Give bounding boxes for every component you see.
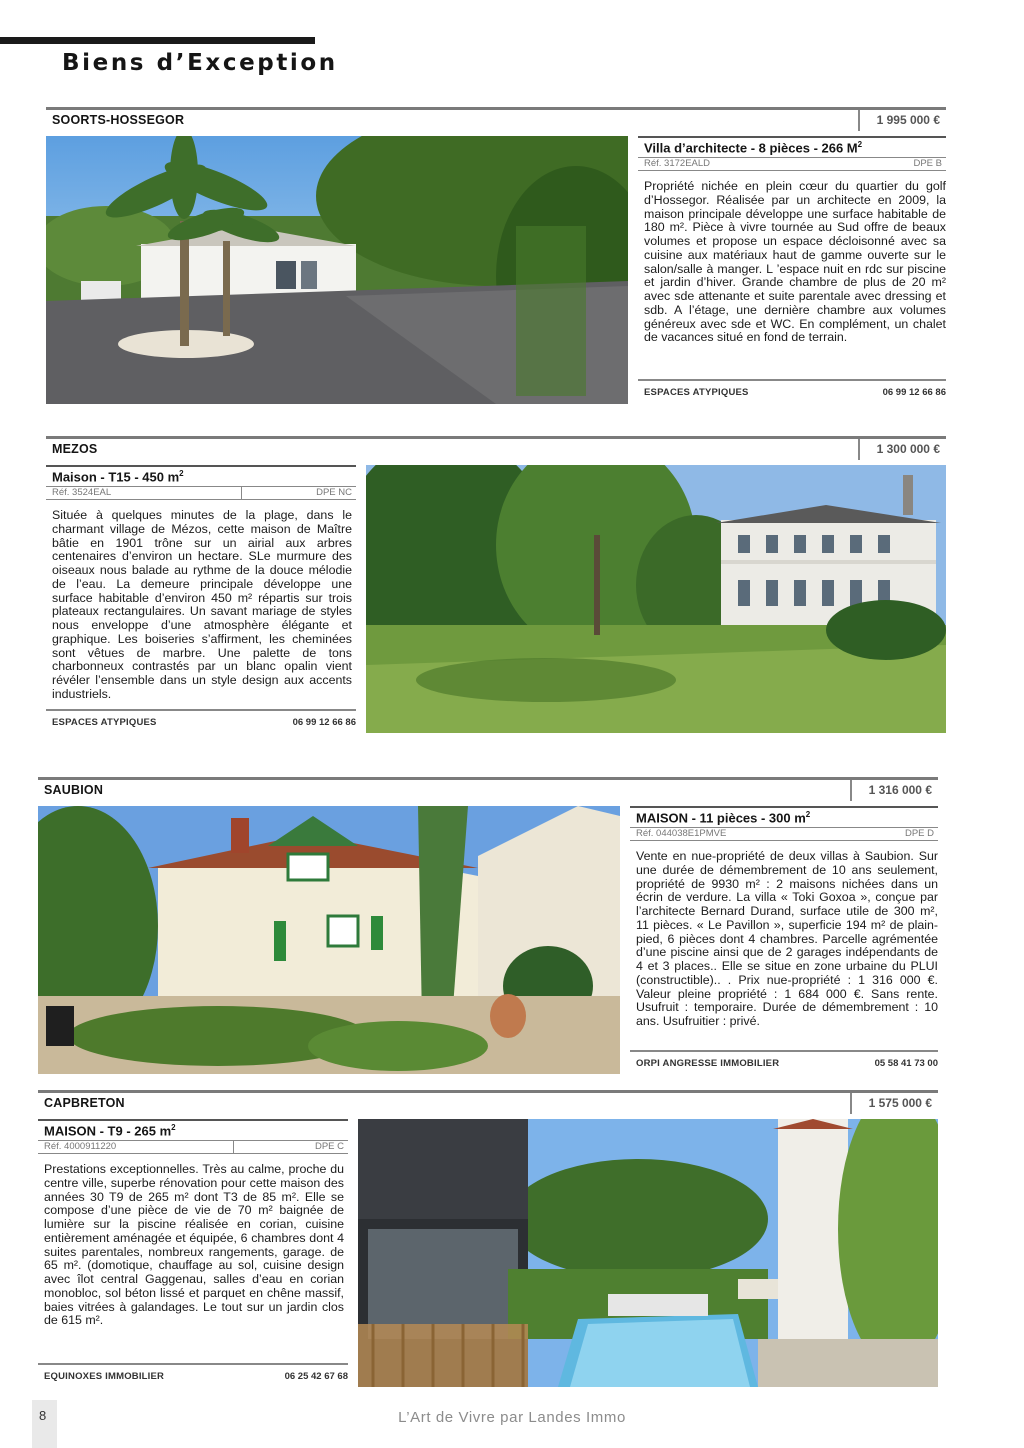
price-label: 1 995 000 € <box>858 110 946 131</box>
location-name: MEZOS <box>52 442 98 456</box>
agency-name[interactable]: ESPACES ATYPIQUES <box>52 717 157 728</box>
reference-separator <box>241 487 242 500</box>
property-photo[interactable] <box>358 1119 938 1387</box>
agency-phone[interactable]: 05 58 41 73 00 <box>874 1058 938 1069</box>
agency-phone[interactable]: 06 99 12 66 86 <box>882 387 946 398</box>
agency-row <box>46 709 356 731</box>
reference-number: Réf. 044038E1PMVE <box>636 828 727 839</box>
location-bar <box>38 1090 938 1114</box>
agency-row <box>638 379 946 401</box>
agency-name[interactable]: EQUINOXES IMMOBILIER <box>44 1371 165 1382</box>
location-name: CAPBRETON <box>44 1096 125 1110</box>
listing-info <box>638 136 946 404</box>
listing-info <box>630 806 938 1074</box>
dpe-rating: DPE NC <box>316 487 352 498</box>
listing-title: MAISON - 11 pièces - 300 $m^2$ <box>630 806 938 827</box>
dpe-rating: DPE C <box>314 1141 344 1152</box>
property-photo[interactable] <box>38 806 620 1074</box>
listing-info <box>46 465 356 733</box>
header-accent-bar <box>0 37 315 44</box>
reference-row <box>630 827 938 841</box>
reference-separator <box>233 1141 234 1154</box>
price-label: 1 575 000 € <box>850 1093 938 1114</box>
listing-mezos <box>46 436 946 734</box>
dpe-rating: DPE B <box>913 158 942 169</box>
location-bar <box>38 777 938 801</box>
location-bar <box>46 436 946 460</box>
reference-number: Réf. 4000911220 <box>44 1141 117 1152</box>
property-photo[interactable] <box>46 136 628 404</box>
reference-number: Réf. 3524EAL <box>52 487 112 498</box>
listing-saubion <box>38 777 938 1075</box>
reference-row <box>638 157 946 171</box>
location-name: SOORTS-HOSSEGOR <box>52 113 185 127</box>
agency-phone[interactable]: 06 25 42 67 68 <box>284 1371 348 1382</box>
price-label: 1 316 000 € <box>850 780 938 801</box>
location-name: SAUBION <box>44 783 104 797</box>
reference-row <box>46 486 356 500</box>
listing-title: Maison - T15 - 450 $m^2$ <box>46 465 356 486</box>
listing-info <box>38 1119 348 1387</box>
listing-description: Située à quelques minutes de la plage, dans le charmant village de Mézos, cette maison de Maître bâtie en 1901 trône sur un airial aux arbres centenaires d’environ un hectare. SLe murmure des oiseaux nous balade au rythme de la douce mélodie de l’eau. La demeure principale développe une surface habitable d’environ 450 m² répartis sur trois plateaux rectangulaires. Un savant mariage de styles nous enveloppe d’une atmosphère élégante et graphique. Les boiseries s’affirment, les cheminées sont vêtues de marbre. Une palette de tons charbonneux contrastés par un blanc opalin vient révéler l’ensemble dans un style design aux accents industriels. <box>52 509 352 701</box>
listing-title: Villa d’architecte - 8 pièces - 266 $M^2$ <box>638 136 946 157</box>
price-label: 1 300 000 € <box>858 439 946 460</box>
agency-row <box>630 1050 938 1072</box>
page-number: 8 <box>39 1408 47 1423</box>
reference-row <box>38 1140 348 1154</box>
listing-description: Vente en nue-propriété de deux villas à Saubion. Sur une durée de démembrement de 10 ans seulement, propriété de 9930 m² : 2 maisons nichées dans un écrin de verdure. La villa « Toki Goxoa », conçue par l’architecte Bernard Durand, surface utile de 300 m², 11 pièces. « Le Pavillon », superficie 194 m² de plain-pied, 6 pièces dont 4 chambres. Parcelle agrémentée d’une piscine ainsi que de 2 garages indépendants de 4 et 3 places.. Elle se situe en zone urbaine du PLUI (constructible).. . Prix nue-propriété : 1 316 000 €. Valeur pleine propriété : 1 684 000 €. Sans rente. Usufruit : temporaire. Durée de démembrement : 10 ans. Usufruitier : privé. <box>636 850 938 1028</box>
agency-name[interactable]: ESPACES ATYPIQUES <box>644 387 749 398</box>
agency-row <box>38 1363 348 1385</box>
agency-name[interactable]: ORPI ANGRESSE IMMOBILIER <box>636 1058 780 1069</box>
footer-text: L’Art de Vivre par Landes Immo <box>398 1409 626 1426</box>
page-title: Biens d’Exception <box>62 50 338 76</box>
listing-soorts-hossegor <box>46 107 946 405</box>
property-photo[interactable] <box>366 465 946 733</box>
listing-description: Prestations exceptionnelles. Très au calme, proche du centre ville, superbe rénovation pour cette maison des années 30 T9 de 265 m² dont T3 de 85 m². Elle se compose d’une pièce de vie de 70 m² baignée de lumière sur la piscine réalisée en corian, cuisine entièrement aménagée et équipée, 6 chambres dont 4 suites parentales, nombreux rangements, garage. de 65 m². (domotique, chauffage au sol, cuisine design avec îlot central Gaggenau, salles d’eau en corian monobloc, sol béton lissé et parquet en chêne massif, baies vitrées à galandages. Le tout sur un jardin clos de 615 m². <box>44 1163 344 1328</box>
dpe-rating: DPE D <box>904 828 934 839</box>
agency-phone[interactable]: 06 99 12 66 86 <box>292 717 356 728</box>
listing-capbreton <box>38 1090 938 1388</box>
listing-description: Propriété nichée en plein cœur du quartier du golf d’Hossegor. Réalisée par un architecte en 2009, la maison principale développe une surface habitable de 180 m². Pièce à vivre tournée au Sud offre de beaux volumes et propose un espace décloisonné avec sa cuisine aux matériaux haut de gamme ouverte sur le salon/salle à manger. L ’espace nuit en rdc sur piscine et jardin d’hiver. Grande chambre de plus de 20 m² avec sde attenante et suite parentale avec dressing et sdb. A l’étage, une dernière chambre aux volumes généreux avec sde et WC. En complément, un chalet de vacances situé en fond de terrain. <box>644 180 946 345</box>
listing-title: MAISON - T9 - 265 $m^2$ <box>38 1119 348 1140</box>
location-bar <box>46 107 946 131</box>
reference-number: Réf. 3172EALD <box>644 158 711 169</box>
